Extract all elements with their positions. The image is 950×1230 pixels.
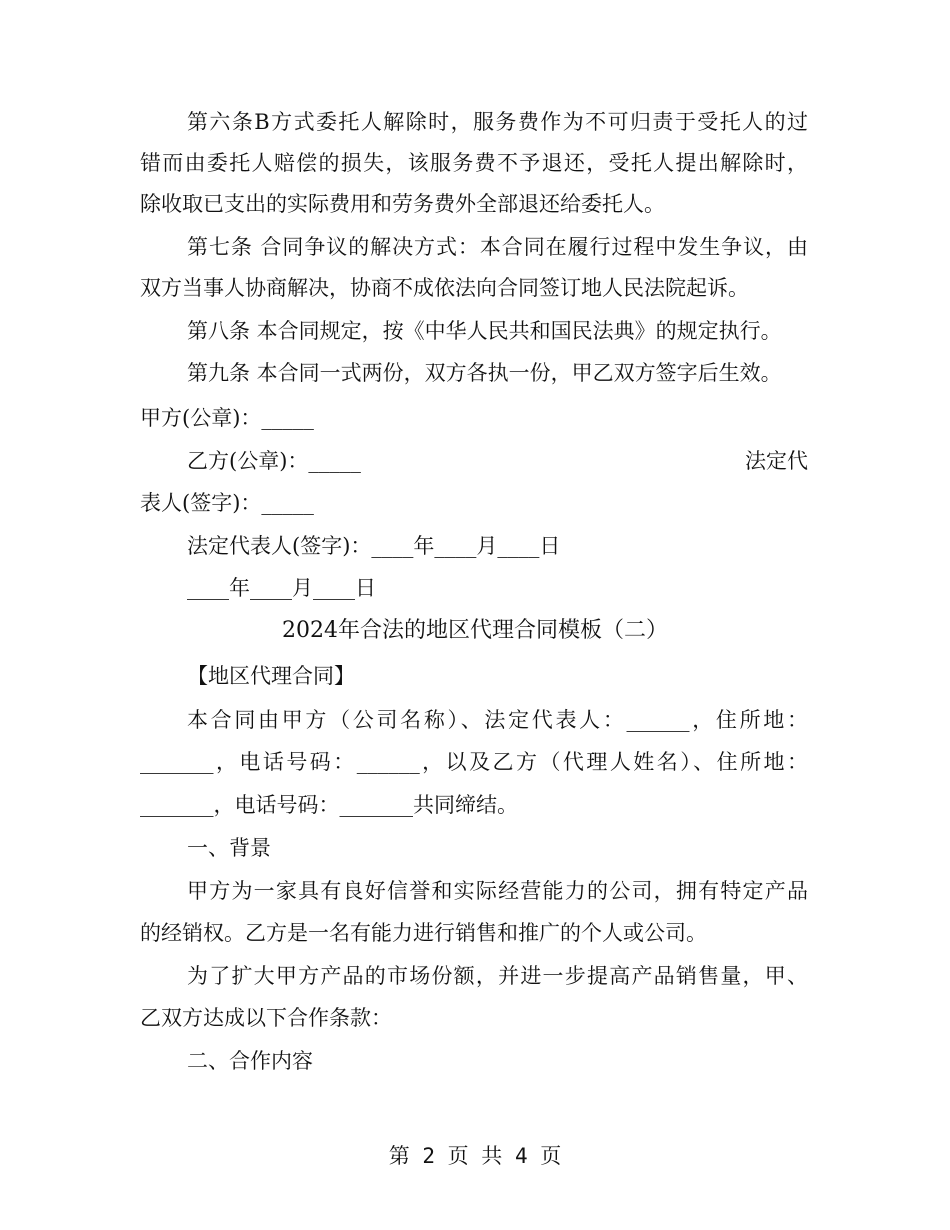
date-line: ____年____月____日 xyxy=(187,576,376,600)
paragraph-line: _______，电话号码：______，以及乙方（代理人姓名）、住所地： xyxy=(140,750,808,774)
section-heading: 二、合作内容 xyxy=(187,1049,313,1073)
signature-party-b-row xyxy=(187,446,808,476)
page-number: 第 2 页 共 4 页 xyxy=(388,1144,562,1168)
section-heading: 一、背景 xyxy=(187,836,271,860)
legal-rep-label-start: 法定代 xyxy=(745,449,808,473)
paragraph-line: 第八条 本合同规定，按《中华人民共和国民法典》的规定执行。 xyxy=(187,319,782,343)
section-title: 2024年合法的地区代理合同模板（二） xyxy=(282,618,668,643)
paragraph-line: 双方当事人协商解决，协商不成依法向合同签订地人民法院起诉。 xyxy=(140,276,749,300)
contract-heading: 【地区代理合同】 xyxy=(187,664,355,688)
signature-party-a: 甲方(公章)：_____ xyxy=(140,406,314,430)
paragraph-line: _______，电话号码：_______共同缔结。 xyxy=(140,793,518,817)
signature-party-b: 乙方(公章)：_____ xyxy=(187,449,361,473)
paragraph-line: 第七条 合同争议的解决方式：本合同在履行过程中发生争议，由 xyxy=(187,235,808,259)
legal-rep-label-end: 表人(签字)：_____ xyxy=(140,491,314,515)
paragraph-line: 除收取已支出的实际费用和劳务费外全部退还给委托人。 xyxy=(140,192,665,216)
paragraph-line: 为了扩大甲方产品的市场份额，并进一步提高产品销售量，甲、 xyxy=(187,964,808,988)
paragraph-line: 第九条 本合同一式两份，双方各执一份，甲乙双方签字后生效。 xyxy=(187,361,782,385)
paragraph-line: 本合同由甲方（公司名称）、法定代表人：______，住所地： xyxy=(187,708,808,732)
paragraph-line: 乙双方达成以下合作条款： xyxy=(140,1006,392,1030)
paragraph-line: 甲方为一家具有良好信誉和实际经营能力的公司，拥有特定产品 xyxy=(187,879,808,903)
legal-rep-date-line: 法定代表人(签字)：____年____月____日 xyxy=(187,534,561,558)
paragraph-line: 的经销权。乙方是一名有能力进行销售和推广的个人或公司。 xyxy=(140,921,707,945)
paragraph-line: 错而由委托人赔偿的损失，该服务费不予退还，受托人提出解除时， xyxy=(140,151,808,175)
paragraph-line: 第六条B方式委托人解除时，服务费作为不可归责于受托人的过 xyxy=(187,110,808,134)
